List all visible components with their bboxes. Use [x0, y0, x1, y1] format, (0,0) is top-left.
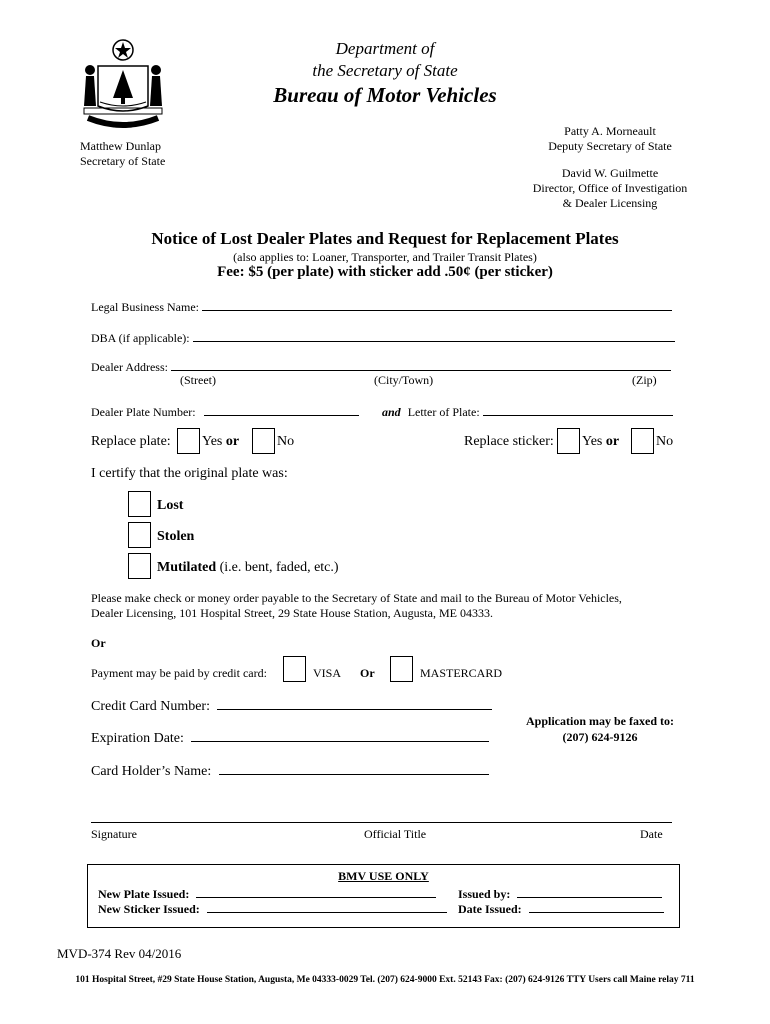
- holder-row: [91, 762, 489, 780]
- letter-field[interactable]: [483, 403, 673, 416]
- fax-line-1: Application may be faxed to:: [526, 714, 674, 728]
- replace-sticker-yes-checkbox[interactable]: [557, 428, 580, 454]
- or-card-label: Or: [360, 666, 375, 680]
- deputy-name: Patty A. Morneault: [564, 124, 656, 138]
- mastercard-label: MASTERCARD: [420, 666, 503, 680]
- replace-sticker-label: Replace sticker:: [464, 434, 554, 449]
- holder-label: Card Holder’s Name:: [91, 764, 212, 779]
- mail-instructions: [91, 591, 622, 621]
- replace-sticker-no-checkbox[interactable]: [631, 428, 654, 454]
- cc-number-field[interactable]: [217, 697, 492, 710]
- deputy-title: Deputy Secretary of State: [548, 139, 672, 153]
- stolen-label: Stolen: [157, 529, 195, 544]
- director-title-1: Director, Office of Investigation: [532, 181, 688, 195]
- date-issued-row: [458, 900, 664, 917]
- secretary-title: Secretary of State: [80, 154, 166, 168]
- zip-caption: (Zip): [632, 373, 657, 387]
- signature-caption: Signature: [91, 827, 137, 841]
- plate-number-label: Dealer Plate Number:: [91, 405, 196, 419]
- secretary-name: Matthew Dunlap: [80, 139, 161, 153]
- expiration-field[interactable]: [191, 729, 489, 742]
- letter-label: Letter of Plate:: [407, 405, 480, 419]
- new-sticker-row: [98, 900, 447, 917]
- date-issued-field[interactable]: [529, 900, 664, 913]
- new-plate-field[interactable]: [196, 885, 436, 898]
- bmv-use-box: [87, 864, 680, 928]
- address-field[interactable]: [171, 358, 671, 371]
- stolen-checkbox[interactable]: [128, 522, 151, 548]
- state-seal-icon: [78, 36, 168, 134]
- form-subtitle: (also applies to: Loaner, Transporter, and Trailer Transit Plates): [233, 250, 537, 264]
- replace-plate-yes-label: Yes or: [202, 434, 240, 449]
- director-title-2: & Dealer Licensing: [562, 196, 658, 210]
- expiration-label: Expiration Date:: [91, 731, 184, 746]
- plate-number-field[interactable]: [204, 403, 359, 416]
- mutilated-label: Mutilated (i.e. bent, faded, etc.): [157, 560, 339, 575]
- replace-plate-no-label: No: [277, 434, 295, 449]
- lost-label: Lost: [157, 498, 184, 513]
- dba-label: DBA (if applicable):: [91, 331, 190, 345]
- or-label: Or: [91, 636, 106, 650]
- expiration-row: [91, 729, 489, 747]
- director-name: David W. Guilmette: [561, 166, 659, 180]
- replace-sticker-no-label: No: [656, 434, 674, 449]
- new-sticker-label: New Sticker Issued:: [98, 902, 200, 916]
- secretary-block: [80, 139, 165, 169]
- dba-row: [91, 329, 675, 346]
- address-label: Dealer Address:: [91, 360, 168, 374]
- new-sticker-field[interactable]: [207, 900, 447, 913]
- official-title-caption: Official Title: [364, 827, 427, 841]
- mail-line-1: Please make check or money order payable to the Secretary of State and mail to the Bureau of Motor Vehicles,: [91, 591, 622, 605]
- fax-line-2: (207) 624-9126: [562, 730, 638, 744]
- signature-line[interactable]: [91, 822, 672, 823]
- holder-field[interactable]: [219, 762, 489, 775]
- dept-line2: the Secretary of State: [312, 61, 458, 80]
- legal-name-row: [91, 298, 672, 315]
- letter-row: [382, 403, 673, 420]
- issued-by-label: Issued by:: [458, 887, 511, 901]
- new-plate-label: New Plate Issued:: [98, 887, 190, 901]
- replace-plate-no-checkbox[interactable]: [252, 428, 275, 454]
- mail-line-2: Dealer Licensing, 101 Hospital Street, 29 State House Station, Augusta, ME 04333.: [91, 606, 493, 620]
- visa-checkbox[interactable]: [283, 656, 306, 682]
- bmv-use-title: BMV USE ONLY: [338, 869, 429, 883]
- fax-note: [500, 713, 700, 745]
- lost-checkbox[interactable]: [128, 491, 151, 517]
- bureau-title: Bureau of Motor Vehicles: [273, 83, 497, 107]
- form-title: Notice of Lost Dealer Plates and Request for Replacement Plates: [151, 229, 619, 248]
- dba-field[interactable]: [193, 329, 675, 342]
- street-caption: (Street): [180, 373, 216, 387]
- visa-label: VISA: [313, 666, 342, 680]
- department-heading: [220, 38, 550, 106]
- certify-label: I certify that the original plate was:: [91, 466, 288, 481]
- footer-address: 101 Hospital Street, #29 State House Station, Augusta, Me 04333-0029 Tel. (207) 624-9000 Ext. 52143 Fax: (207) 624-9126 TTY Users call Maine relay 711: [75, 975, 695, 985]
- legal-name-label: Legal Business Name:: [91, 300, 199, 314]
- legal-name-field[interactable]: [202, 298, 672, 311]
- replace-sticker-yes-label: Yes or: [582, 434, 620, 449]
- fee-line: Fee: $5 (per plate) with sticker add .50¢ (per sticker): [217, 264, 553, 280]
- officials-block: [500, 124, 720, 211]
- mutilated-checkbox[interactable]: [128, 553, 151, 579]
- credit-card-label: Payment may be paid by credit card:: [91, 666, 267, 680]
- replace-plate-label: Replace plate:: [91, 434, 171, 449]
- form-revision: MVD-374 Rev 04/2016: [57, 946, 182, 961]
- replace-plate-yes-checkbox[interactable]: [177, 428, 200, 454]
- cc-number-label: Credit Card Number:: [91, 699, 210, 714]
- date-caption: Date: [640, 827, 663, 841]
- date-issued-label: Date Issued:: [458, 902, 522, 916]
- cc-number-row: [91, 697, 492, 715]
- mastercard-checkbox[interactable]: [390, 656, 413, 682]
- dept-line1: Department of: [335, 39, 435, 58]
- and-label: and: [382, 405, 401, 419]
- city-caption: (City/Town): [374, 373, 434, 387]
- plate-number-row: [91, 403, 359, 420]
- issued-by-field[interactable]: [517, 885, 662, 898]
